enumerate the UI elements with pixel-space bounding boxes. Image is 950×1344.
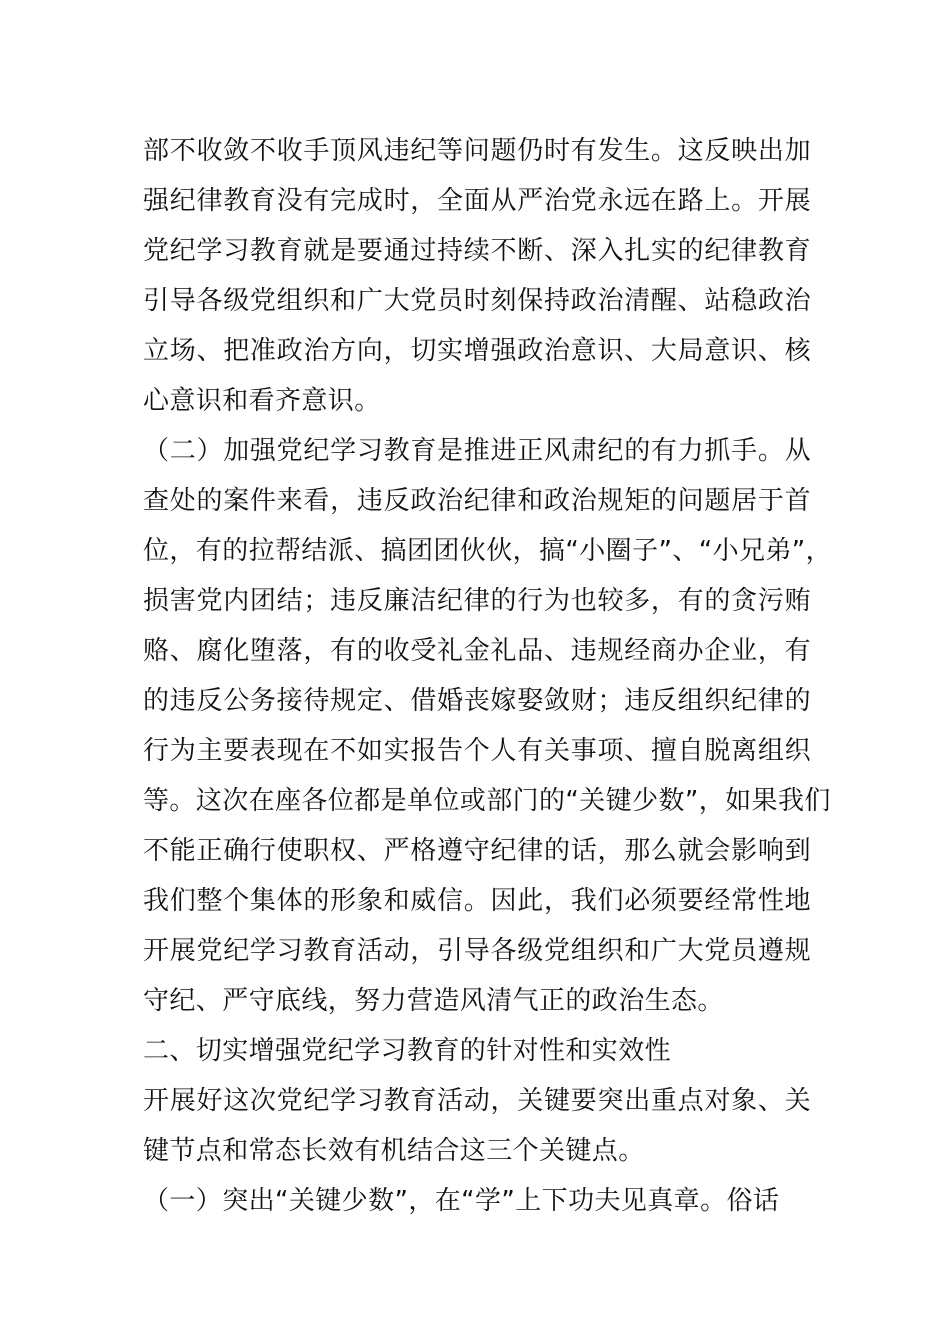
text-line: 损害党内团结；违反廉洁纪律的行为也较多，有的贪污贿	[143, 586, 811, 616]
subsection-heading-line: （一）突出“关键少数”，在“学”上下功夫见真章。俗话	[143, 1186, 780, 1216]
text-line: 不能正确行使职权、严格遵守纪律的话，那么就会影响到	[143, 836, 811, 866]
text-line: 查处的案件来看，违反政治纪律和政治规矩的问题居于首	[143, 486, 811, 516]
text-line: 行为主要表现在不如实报告个人有关事项、擅自脱离组织	[143, 736, 811, 766]
section-heading: 二、切实增强党纪学习教育的针对性和实效性	[143, 1036, 672, 1066]
text-line: 我们整个集体的形象和威信。因此，我们必须要经常性地	[143, 886, 811, 916]
section-heading-line: （二）加强党纪学习教育是推进正风肃纪的有力抓手。从	[143, 436, 811, 466]
text-line: 部不收敛不收手顶风违纪等问题仍时有发生。这反映出加	[143, 136, 811, 166]
text-line: 赂、腐化堕落，有的收受礼金礼品、违规经商办企业，有	[143, 636, 811, 666]
text-line: 位，有的拉帮结派、搞团团伙伙，搞“小圈子”、“小兄弟”，	[143, 536, 833, 566]
text-line: 等。这次在座各位都是单位或部门的“关键少数”，如果我们	[143, 786, 831, 816]
document-body	[143, 126, 833, 1226]
text-line: 心意识和看齐意识。	[143, 386, 381, 416]
text-line: 党纪学习教育就是要通过持续不断、深入扎实的纪律教育	[143, 236, 811, 266]
text-line: 强纪律教育没有完成时，全面从严治党永远在路上。开展	[143, 186, 811, 216]
text-line: 引导各级党组织和广大党员时刻保持政治清醒、站稳政治	[143, 286, 811, 316]
text-line: 立场、把准政治方向，切实增强政治意识、大局意识、核	[143, 336, 811, 366]
text-line: 开展党纪学习教育活动，引导各级党组织和广大党员遵规	[143, 936, 811, 966]
text-line: 开展好这次党纪学习教育活动，关键要突出重点对象、关	[143, 1086, 811, 1116]
text-line: 的违反公务接待规定、借婚丧嫁娶敛财；违反组织纪律的	[143, 686, 811, 716]
text-line: 键节点和常态长效有机结合这三个关键点。	[143, 1136, 645, 1166]
text-line: 守纪、严守底线，努力营造风清气正的政治生态。	[143, 986, 724, 1016]
